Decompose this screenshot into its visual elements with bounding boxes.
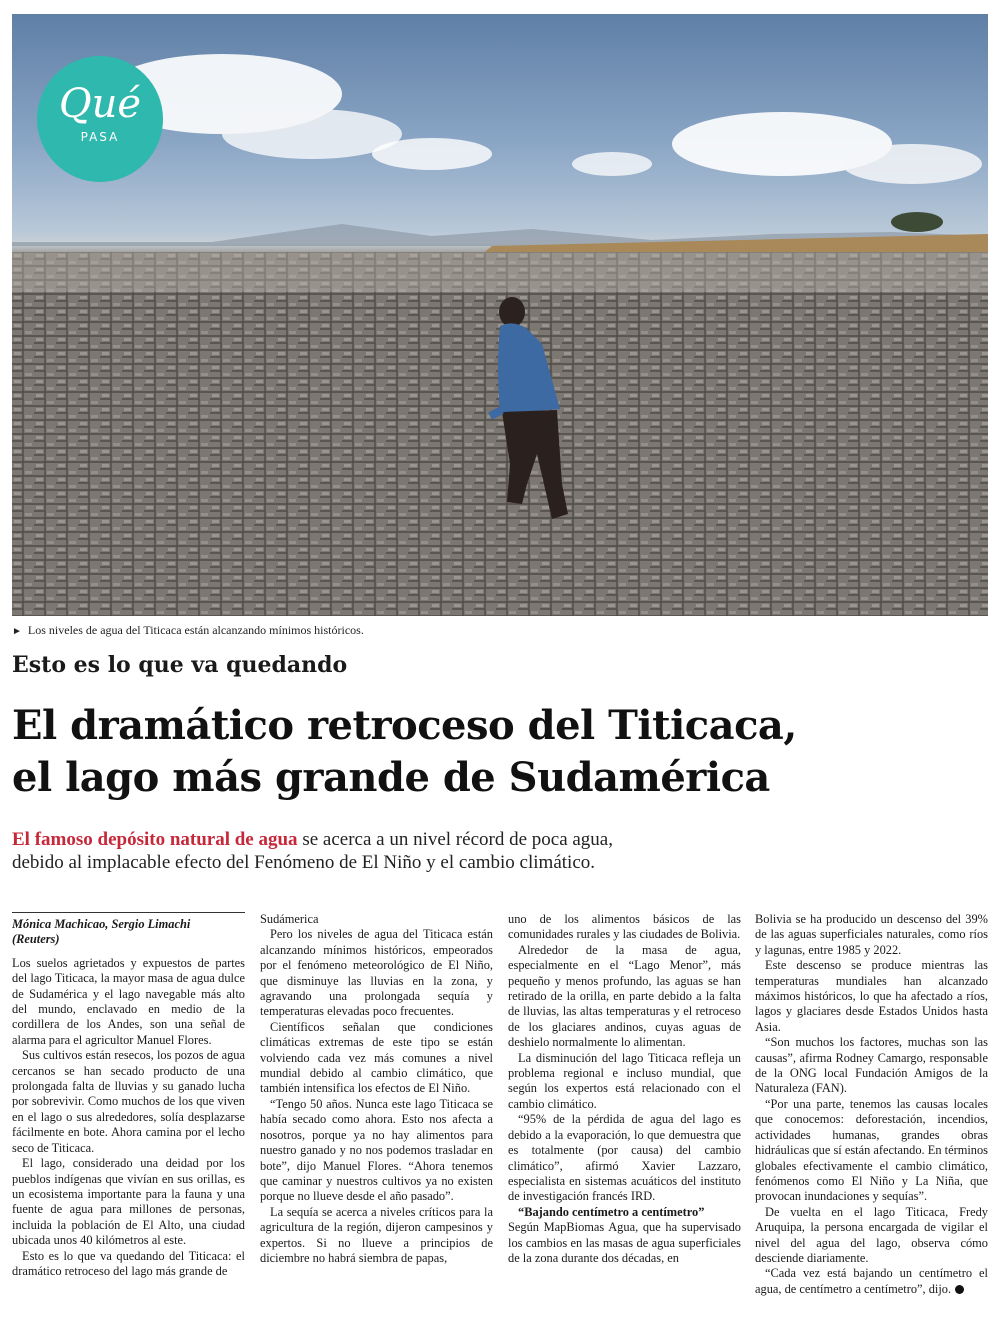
closing-text: “Cada vez está bajando un centímetro el agua, de centímetro a centímetro”, dijo. bbox=[755, 1266, 988, 1296]
paragraph: Alrededor de la masa de agua, especialmente en el “Lago Menor”, más pequeño y menos profundo, las aguas se han retirado de la orilla, en parte debido a la falta de lluvias, las altas temperaturas y el retroceso de los glaciares andinos, cuyas aguas de deshielo normalmente lo alimentan. bbox=[508, 942, 741, 1050]
que-pasa-badge bbox=[37, 56, 163, 182]
photo-caption bbox=[12, 623, 988, 641]
column-1 bbox=[12, 912, 245, 1312]
paragraph: La sequía se acerca a niveles críticos para la agricultura de la región, dijeron campesinos y expertos. Si no llueve a principios de diciembre no habrá siembra de papas, bbox=[260, 1204, 493, 1265]
column-2 bbox=[260, 912, 493, 1312]
paragraph: “Son muchos los factores, muchas son las causas”, afirma Rodney Camargo, responsable de la ONG local Fundación Amigos de la Naturaleza (FAN). bbox=[755, 1035, 988, 1096]
deck-line-1: se acerca a un nivel récord de poca agua, bbox=[297, 829, 613, 850]
paragraph: “Por una parte, tenemos las causas locales que conocemos: deforestación, incendios, actividades humanas, grandes obras hidráulicas que sí están afectando. En términos globales efectivamente el cambio climático, fenómenos como El Niño y La Niña, que provocan inundaciones y sequías”. bbox=[755, 1096, 988, 1204]
paragraph: Pero los niveles de agua del Titicaca están alcanzando mínimos históricos, empeorados por el fenómeno meteorológico de El Niño, que disminuye las lluvias en la zona, y agravando una prolongada sequía y temperaturas elevadas poco frecuentes. bbox=[260, 927, 493, 1019]
paragraph: La disminución del lago Titicaca refleja un problema regional e incluso mundial, que según los expertos está relacionado con el cambio climático. bbox=[508, 1050, 741, 1111]
column-4 bbox=[755, 912, 988, 1312]
paragraph: De vuelta en el lago Titicaca, Fredy Aruquipa, la persona encargada de vigilar el nivel del agua del lago, observa cómo desciende diariamente. bbox=[755, 1204, 988, 1265]
play-triangle-icon: ► bbox=[12, 626, 22, 637]
byline bbox=[12, 912, 245, 948]
headline-line-1: El dramático retroceso del Titicaca, bbox=[12, 702, 797, 749]
badge-subtitle: PASA bbox=[80, 130, 120, 144]
badge-title: Qué bbox=[58, 81, 142, 127]
paragraph: Bolivia se ha producido un descenso del 39% de las aguas superficiales naturales, como ríos y lagunas, entre 1985 y 2022. bbox=[755, 912, 988, 957]
byline-agency: (Reuters) bbox=[12, 932, 60, 947]
paragraph: Científicos señalan que condiciones climáticas extremas de este tipo se están volviendo cada vez más comunes a nivel mundial debido al cambio climático, que también intensifica los efectos de El Niño. bbox=[260, 1019, 493, 1096]
paragraph bbox=[755, 1266, 988, 1297]
deck bbox=[12, 828, 982, 874]
paragraph: Según MapBiomas Agua, que ha supervisado los cambios en las masas de agua superficiales de la zona durante dos décadas, en bbox=[508, 1220, 741, 1265]
section-subhead: “Bajando centímetro a centímetro” bbox=[518, 1204, 705, 1219]
paragraph: Los suelos agrietados y expuestos de partes del lago Titicaca, la mayor masa de agua dulce de Sudamérica y el lago navegable más alto del mundo, enclavado en medio de la cordillera de los Andes, son una señal de alarma para el agricultor Manuel Flores. bbox=[12, 955, 245, 1047]
column-3 bbox=[508, 912, 741, 1312]
kicker: Esto es lo que va quedando bbox=[12, 652, 348, 678]
paragraph: uno de los alimentos básicos de las comunidades rurales y las ciudades de Bolivia. bbox=[508, 912, 741, 942]
paragraph: “95% de la pérdida de agua del lago es debido a la evaporación, lo que demuestra que es totalmente (por causa) del cambio climático”, afirmó Xavier Lazzaro, especialista en sistemas acuáticos del instituto de investigación francés IRD. bbox=[508, 1112, 741, 1204]
paragraph: “Tengo 50 años. Nunca este lago Titicaca se había secado como ahora. Esto nos afecta a nosotros, porque ya no hay alimentos para nuestro ganado y no nos podemos trasladar en bote”, dijo Manuel Flores. “Ahora tenemos que caminar y nuestros cultivos ya no existen porque no llueve desde el año pasado”. bbox=[260, 1096, 493, 1204]
headline bbox=[12, 700, 982, 804]
paragraph: Sus cultivos están resecos, los pozos de agua cercanos se han secado producto de una prolongada falta de lluvias y su ganado lucha por sobrevivir. Como muchos de los que viven en el lago o sus alrededores, solía desplazarse fácilmente en bote. Ahora camina por el lecho seco de Titicaca. bbox=[12, 1048, 245, 1155]
paragraph: Este descenso se produce mientras las temperaturas mundiales han alcanzado máximos históricos, lo que ha afectado a ríos, lagos y glaciares desde Estados Unidos hasta Asia. bbox=[755, 958, 988, 1034]
deck-highlight: El famoso depósito natural de agua bbox=[12, 829, 298, 850]
headline-line-2: el lago más grande de Sudamérica bbox=[12, 754, 770, 801]
byline-authors: Mónica Machicao, Sergio Limachi bbox=[12, 917, 191, 931]
paragraph: Sudámerica bbox=[260, 912, 319, 926]
paragraph: Esto es lo que va quedando del Titicaca: el dramático retroceso del lago más grande de bbox=[12, 1248, 245, 1278]
caption-text: Los niveles de agua del Titicaca están alcanzando mínimos históricos. bbox=[27, 623, 364, 637]
hero-photo bbox=[12, 14, 988, 616]
paragraph: El lago, considerado una deidad por los pueblos indígenas que vivían en sus orillas, es un ecosistema importante para la fauna y una fuente de agua para millones de personas, incluida la población de El Alto, una ciudad ubicada unos 40 kilómetros al este. bbox=[12, 1156, 245, 1248]
article-body bbox=[12, 912, 988, 1312]
deck-line-2: debido al implacable efecto del Fenómeno de El Niño y el cambio climático. bbox=[12, 852, 595, 873]
end-mark-icon bbox=[955, 1285, 964, 1294]
